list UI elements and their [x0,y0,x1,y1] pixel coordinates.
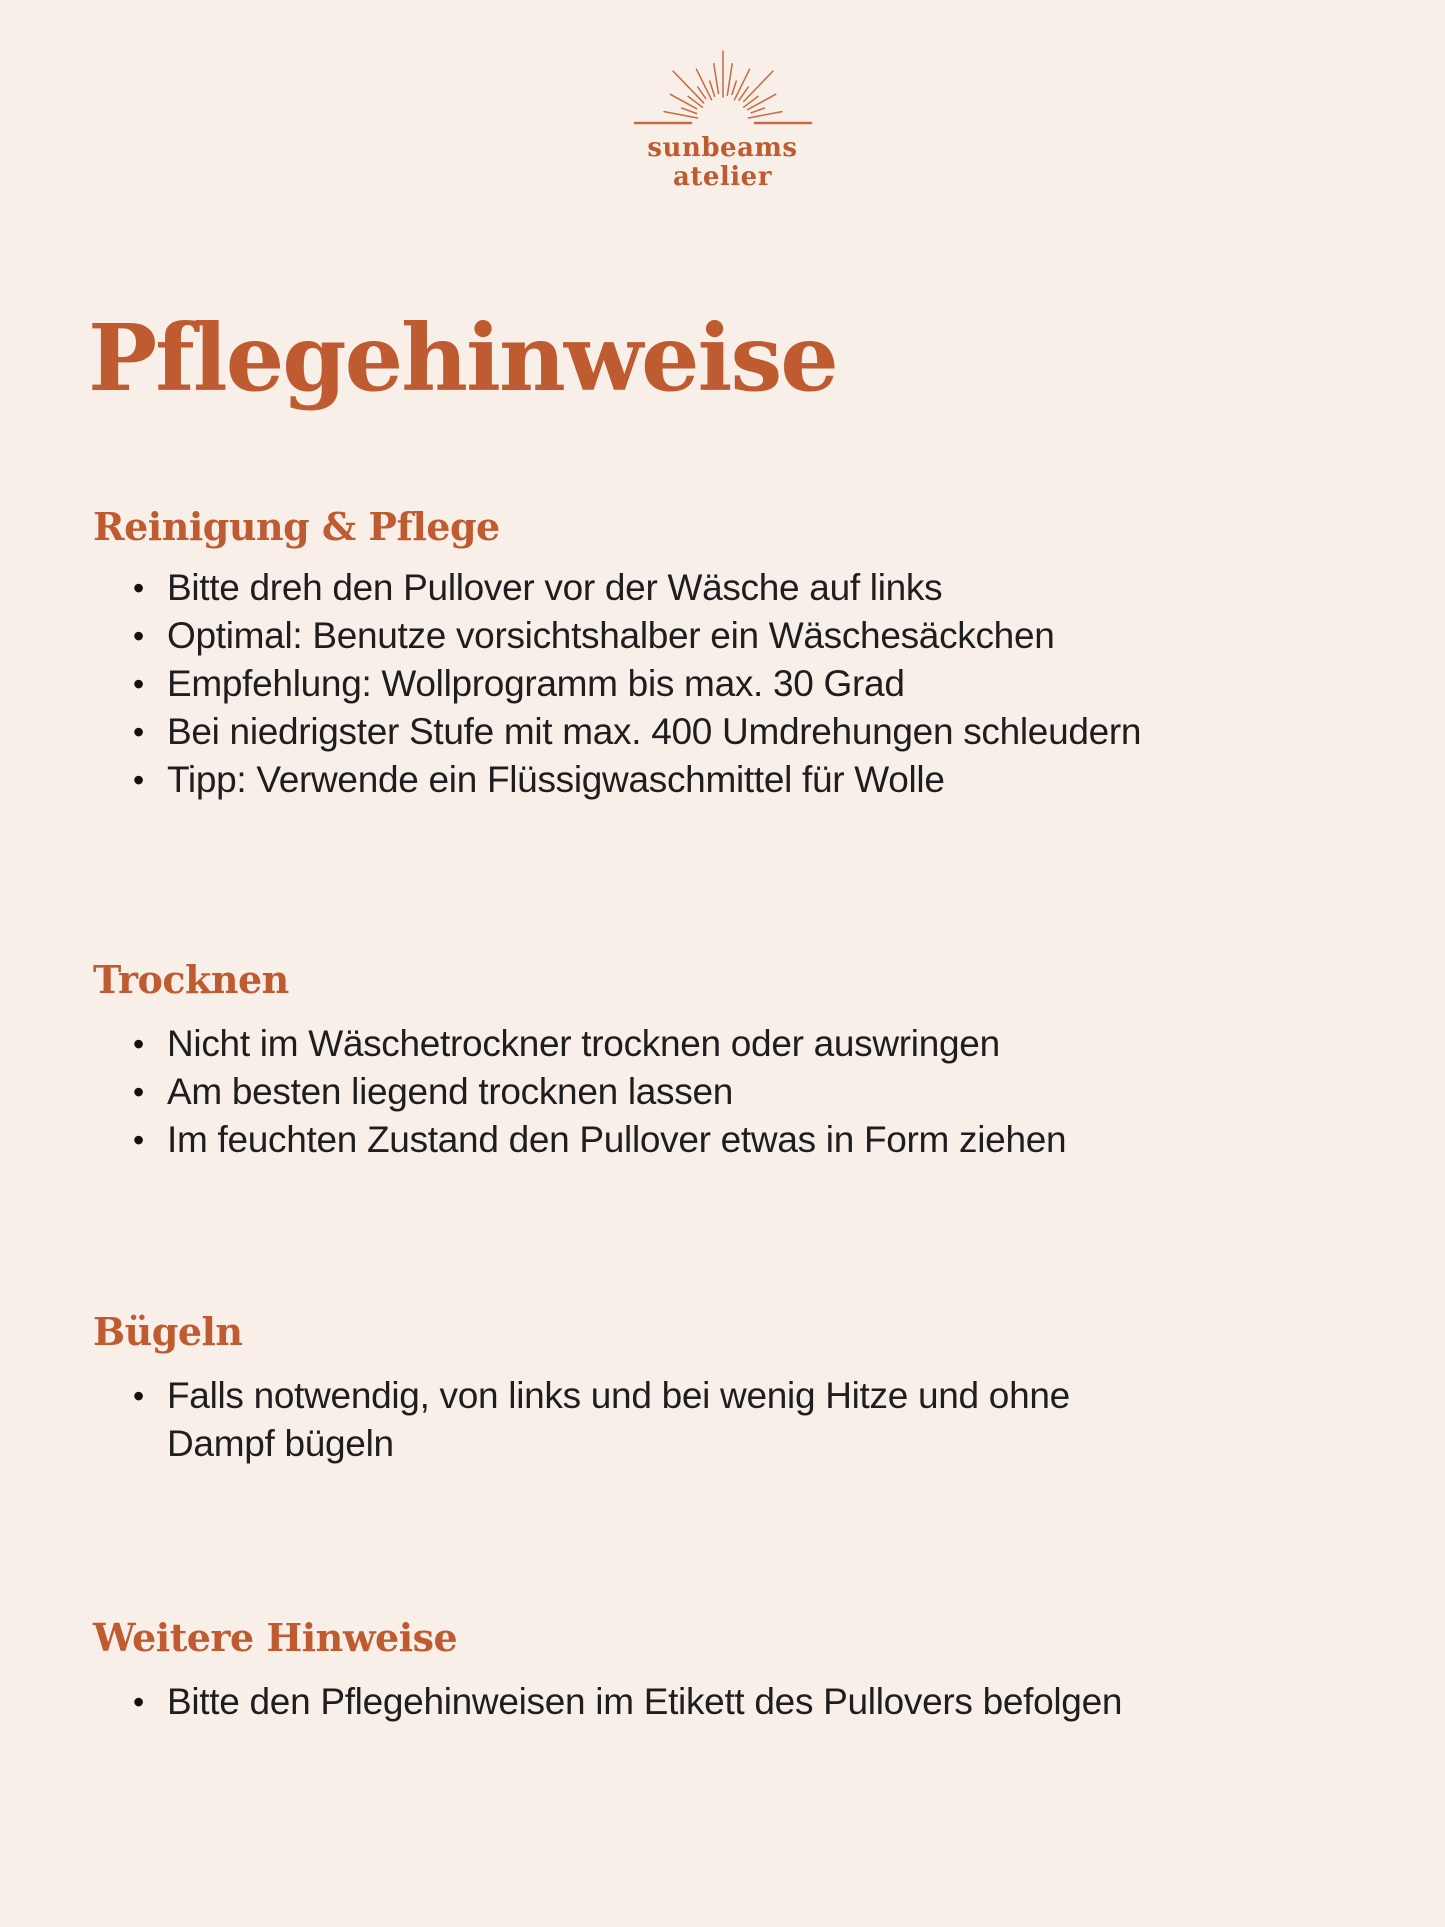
list-item [133,708,1353,756]
list-item-text: Empfehlung: Wollprogramm bis max. 30 Grad [167,663,905,704]
bullet-icon: • [133,618,144,654]
section-heading-buegeln: Bügeln [93,1308,243,1354]
list-item-text: Bitte den Pflegehinweisen im Etikett des Pullovers befolgen [167,1681,1123,1722]
brand-name [647,134,797,192]
bullet-icon: • [133,1684,144,1720]
list-item-text: Falls notwendig, von links und bei wenig Hitze und ohne Dampf bügeln [167,1375,1070,1464]
list-item-text: Optimal: Benutze vorsichtshalber ein Wäschesäckchen [167,615,1055,656]
list-item-text: Nicht im Wäschetrockner trocknen oder auswringen [167,1023,1000,1064]
bullet-icon: • [133,1074,144,1110]
brand-name-line1: sunbeams [647,133,798,163]
list-item-text: Am besten liegend trocknen lassen [167,1071,734,1112]
list-item [133,564,1353,612]
section-list-buegeln [133,1372,1353,1468]
sunrise-rays-icon [631,38,815,130]
bullet-icon: • [133,762,144,798]
list-item [133,612,1353,660]
bullet-icon: • [133,666,144,702]
bullet-icon: • [133,1378,144,1414]
list-item [133,1020,1353,1068]
section-heading-weitere-hinweise: Weitere Hinweise [93,1614,458,1660]
list-item [133,1116,1353,1164]
list-item [133,756,1353,804]
section-list-weitere-hinweise [133,1678,1353,1726]
bullet-icon: • [133,714,144,750]
bullet-icon: • [133,1122,144,1158]
list-item-text: Bei niedrigster Stufe mit max. 400 Umdrehungen schleudern [167,711,1142,752]
list-item [133,1372,1353,1468]
page-title: Pflegehinweise [88,303,837,412]
brand-name-line2: atelier [673,162,772,193]
list-item-text: Tipp: Verwende ein Flüssigwaschmittel für Wolle [167,759,945,800]
section-list-trocknen [133,1020,1353,1164]
list-item [133,1678,1353,1726]
section-list-reinigung-pflege [133,564,1353,804]
bullet-icon: • [133,570,144,606]
list-item-text: Im feuchten Zustand den Pullover etwas in Form ziehen [167,1119,1067,1160]
sun-rays-group [664,51,782,118]
list-item-text: Bitte dreh den Pullover vor der Wäsche auf links [167,567,943,608]
list-item [133,660,1353,708]
list-item [133,1068,1353,1116]
section-heading-trocknen: Trocknen [93,956,289,1002]
section-heading-reinigung-pflege: Reinigung & Pflege [93,503,500,549]
brand-logo [0,38,1445,192]
bullet-icon: • [133,1026,144,1062]
